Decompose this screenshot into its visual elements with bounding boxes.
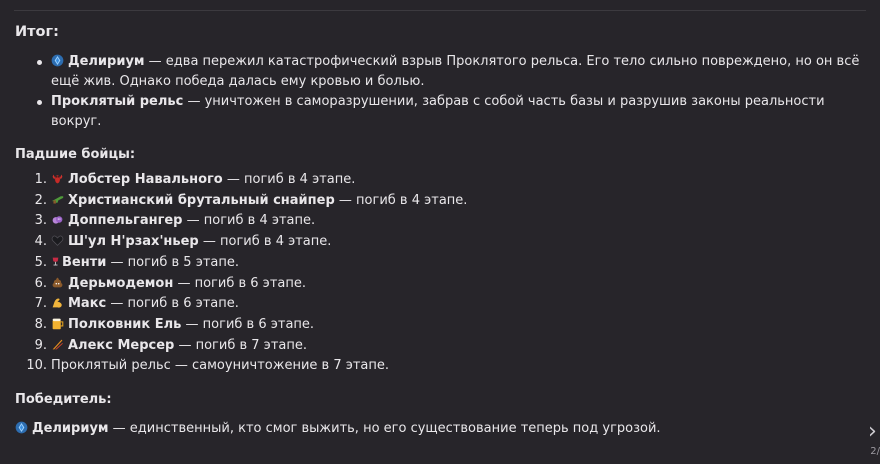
- fighter-name: Венти: [62, 254, 107, 270]
- top-divider: [14, 10, 866, 11]
- item-number: 5.: [34, 254, 47, 270]
- fighter-fate: Проклятый рельс — самоуничтожение в 7 этапе.: [51, 358, 390, 374]
- item-number: 6.: [34, 275, 47, 291]
- fallen-section: [15, 146, 866, 377]
- list-item: [34, 336, 866, 357]
- fighter-fate: — погиб в 4 этапе.: [182, 213, 316, 229]
- item-number: 2.: [34, 192, 47, 208]
- fighter-name: Христианский брутальный снайпер: [68, 192, 335, 208]
- message-content: [15, 14, 866, 439]
- winner-text: — единственный, кто смог выжить, но его существование теперь под угрозой.: [108, 421, 661, 437]
- item-number: 7.: [34, 296, 47, 312]
- fighter-fate: — погиб в 6 этапе.: [106, 296, 239, 312]
- item-number: 3.: [34, 213, 47, 229]
- list-item: [34, 274, 866, 295]
- item-number: 4.: [34, 234, 47, 250]
- fighter-name: Алекс Мерсер: [68, 337, 175, 353]
- fighter-name: Ш'ул Н'рзах'ньер: [68, 234, 199, 250]
- list-item: [34, 170, 866, 191]
- winner-heading: Победитель:: [15, 392, 112, 408]
- summary-text: — едва пережил катастрофический взрыв Проклятого рельса. Его тело сильно повреждено, но он всё ещё жив. Однако победа далась ему кровью и болью.: [51, 54, 860, 89]
- beer-mug-icon: [51, 317, 64, 330]
- summary-name: Проклятый рельс: [51, 94, 184, 109]
- item-number: 1.: [34, 172, 47, 187]
- summary-item-cursed-rail: [51, 92, 866, 132]
- summary-name: Делириум: [68, 54, 145, 69]
- claw-blade-icon: [51, 338, 64, 351]
- fighter-fate: — погиб в 7 этапе.: [174, 337, 307, 353]
- fighter-fate: — погиб в 4 этапе.: [334, 192, 468, 208]
- list-item: [34, 294, 866, 315]
- summary-item-delirium: [51, 52, 866, 92]
- rifle-icon: [51, 193, 64, 206]
- black-heart-icon: [51, 234, 64, 247]
- fighter-name: Дерьмодемон: [68, 275, 174, 291]
- wine-glass-icon: [51, 255, 60, 268]
- fallen-heading: Падшие бойцы:: [15, 147, 136, 162]
- list-item: [34, 253, 866, 274]
- item-number: 8.: [34, 316, 47, 332]
- fighter-fate: — погиб в 4 этапе.: [222, 172, 356, 187]
- page-indicator: 2/: [870, 446, 880, 457]
- flexed-arm-icon: [51, 296, 64, 309]
- summary-heading: Итог:: [15, 24, 59, 40]
- list-item: [26, 356, 866, 377]
- winner-line: [15, 419, 866, 439]
- summary-list: [15, 52, 866, 132]
- summary-text: — уничтожен в саморазрушении, забрав с собой часть базы и разрушив законы реальности вокруг.: [51, 94, 825, 129]
- fighter-fate: — погиб в 6 этапе.: [181, 316, 315, 332]
- fighter-name: Лобстер Навального: [68, 172, 223, 187]
- item-number: 9.: [34, 337, 47, 353]
- fighter-fate: — погиб в 4 этапе.: [198, 234, 332, 250]
- fighter-fate: — погиб в 6 этапе.: [173, 275, 306, 291]
- double-face-icon: [51, 213, 64, 226]
- list-item: [34, 211, 866, 232]
- blue-diamond-icon: [15, 421, 28, 434]
- blue-diamond-icon: [51, 54, 64, 67]
- fighter-name: Макс: [68, 296, 107, 312]
- chevron-right-icon[interactable]: ›: [868, 419, 877, 444]
- winner-name: Делириум: [32, 421, 109, 437]
- poop-icon: [51, 276, 64, 289]
- item-number: 10.: [26, 358, 47, 374]
- list-item: [34, 315, 866, 336]
- fighter-name: Полковник Ель: [68, 316, 182, 332]
- list-item: [34, 232, 866, 253]
- fighter-fate: — погиб в 5 этапе.: [106, 254, 240, 270]
- list-item: [34, 191, 866, 212]
- fallen-list: [15, 170, 866, 377]
- fighter-name: Доппельгангер: [68, 213, 183, 229]
- lobster-icon: [51, 172, 64, 185]
- winner-section: [15, 391, 866, 439]
